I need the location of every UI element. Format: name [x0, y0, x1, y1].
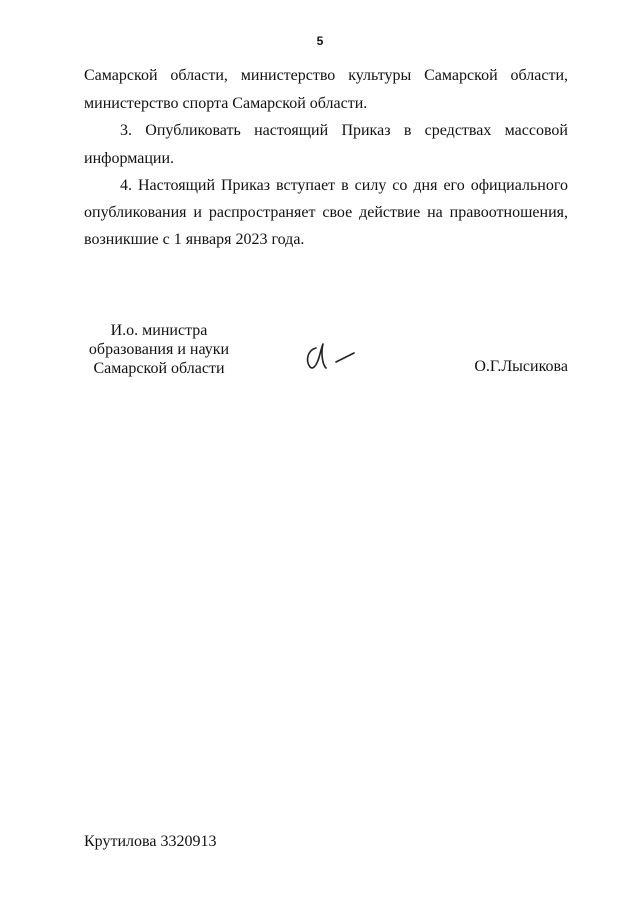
handwritten-signature-icon [302, 340, 362, 372]
page-number: 5 [316, 34, 324, 48]
paragraph-line: Самарской области, министерство культуры Самарской области, [84, 67, 568, 84]
paragraph-line: 4. Настоящий Приказ вступает в силу со дня его официального [120, 177, 568, 194]
signatory-position [76, 321, 242, 378]
executor-footer: Крутилова 3320913 [84, 833, 217, 850]
signatory-position-line: И.о. министра [110, 322, 208, 339]
paragraph-line: министерство спорта Самарской области. [84, 95, 368, 112]
signatory-position-line: образования и науки [88, 341, 230, 358]
paragraph-line: возникшие с 1 января 2023 года. [84, 231, 305, 248]
paragraph-line: опубликования и распространяет свое действие на правоотношения, [84, 204, 568, 221]
paragraph-line: информации. [84, 150, 175, 167]
signer-name: О.Г.Лысикова [474, 358, 568, 375]
signatory-position-line: Самарской области [93, 360, 225, 377]
paragraph-line: 3. Опубликовать настоящий Приказ в средствах массовой [120, 122, 568, 139]
